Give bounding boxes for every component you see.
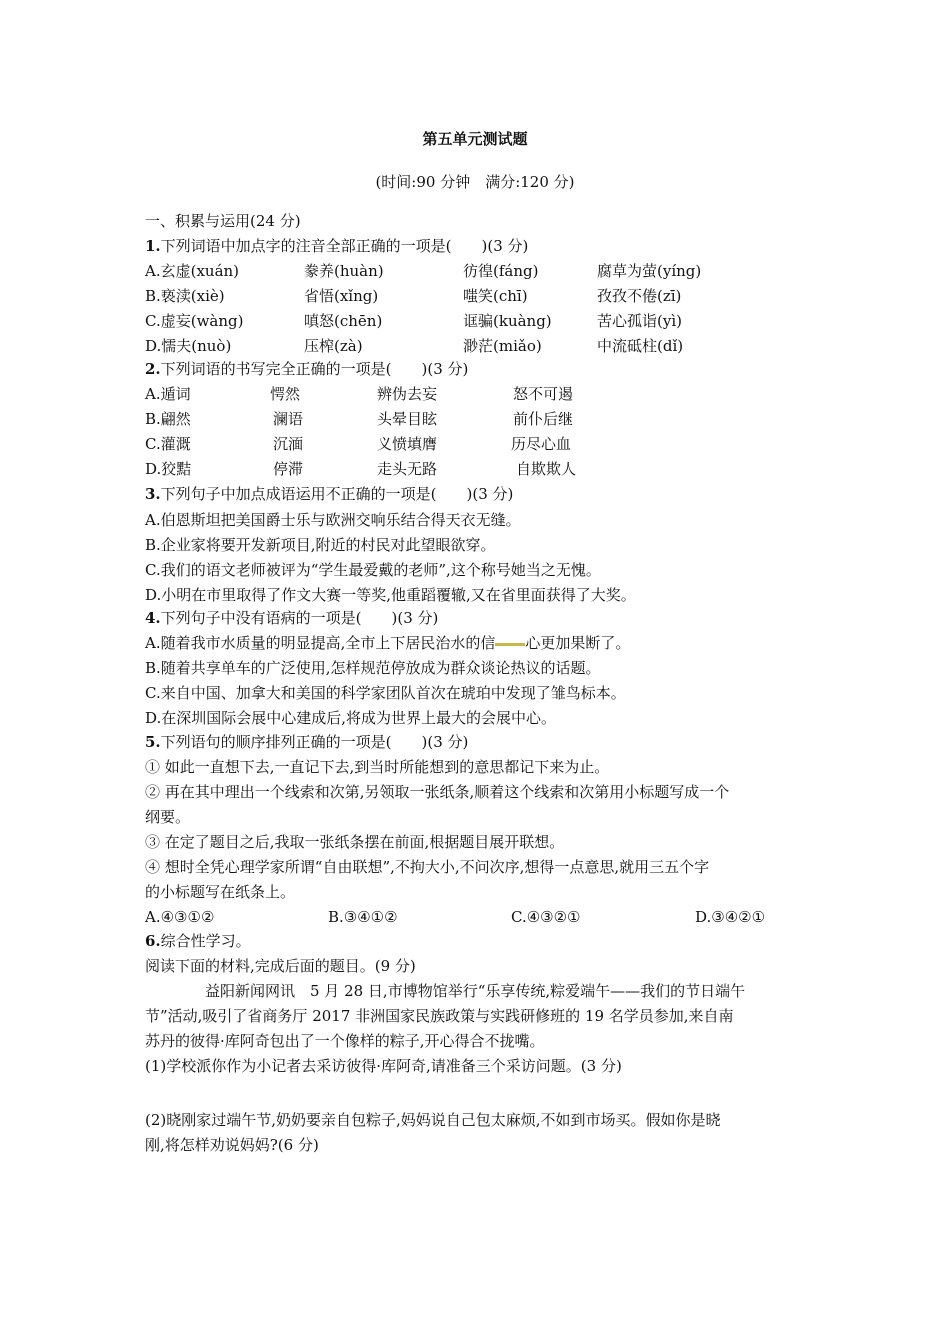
q6-passage-line-1: 益阳新闻网讯 5 月 28 日,市博物馆举行“乐享传统,粽爱端午——我们的节日端午 <box>205 982 746 1000</box>
q2-option-c-1: C.灌溉 <box>145 435 191 453</box>
q3-option-a: A.伯恩斯坦把美国爵士乐与欧洲交响乐结合得天衣无缝。 <box>145 511 521 529</box>
q4-option-a <box>145 633 630 653</box>
q6-intro: 阅读下面的材料,完成后面的题目。(9 分) <box>145 957 416 975</box>
q1-option-a-4: 腐草为萤(yíng) <box>597 262 702 280</box>
q1-option-d-3: 渺茫(miǎo) <box>463 337 542 355</box>
q1-option-a-3: 彷徨(fáng) <box>463 262 539 280</box>
q5-sentence-4-cont: 的小标题写在纸条上。 <box>145 883 296 901</box>
q5-option-a: A.④③①② <box>145 908 215 926</box>
q2-option-a-1: A.遁词 <box>145 385 191 403</box>
question-number: 3. <box>145 485 161 503</box>
q4-option-a-text-start: A.随着我市水质量的明显提高,全市上下居民治水的信 <box>145 634 496 652</box>
q6-subquestion-1: (1)学校派你作为小记者去采访彼得·库阿奇,请准备三个采访问题。(3 分) <box>145 1057 622 1075</box>
q1-option-b-3: 嗤笑(chī) <box>463 287 528 305</box>
q2-option-d-2: 停滞 <box>273 460 304 478</box>
q2-option-c-4: 历尽心血 <box>511 435 572 453</box>
question-6-stem <box>145 931 251 951</box>
q5-sentence-4: ④ 想时全凭心理学家所谓“自由联想”,不拘大小,不问次序,想得一点意思,就用三五个字 <box>145 858 710 876</box>
question-text: 下列词语的书写完全正确的一项是( )(3 分) <box>160 360 469 378</box>
q4-option-a-text-end: 心更加果断了。 <box>525 634 631 652</box>
exam-info: (时间:90 分钟 满分:120 分) <box>375 173 575 191</box>
highlight-mark <box>495 643 525 646</box>
q6-passage-line-3: 苏丹的彼得·库阿奇包出了一个像样的粽子,开心得合不拢嘴。 <box>145 1032 545 1050</box>
question-text: 下列词语中加点字的注音全部正确的一项是( )(3 分) <box>160 237 529 255</box>
q1-option-d-4: 中流砥柱(dǐ) <box>597 337 684 355</box>
q1-option-b-2: 省悟(xǐng) <box>304 287 379 305</box>
q6-subquestion-2: (2)晓刚家过端午节,奶奶要亲自包粽子,妈妈说自己包太麻烦,不如到市场买。假如你是晓 <box>145 1111 721 1129</box>
q3-option-b: B.企业家将要开发新项目,附近的村民对此望眼欲穿。 <box>145 536 496 554</box>
q1-option-a-1: A.玄虚(xuán) <box>145 262 240 280</box>
question-text: 下列句子中加点成语运用不正确的一项是( )(3 分) <box>160 485 514 503</box>
q1-option-c-4: 苦心孤诣(yì) <box>597 312 682 330</box>
q5-sentence-3: ③ 在定了题目之后,我取一张纸条摆在前面,根据题目展开联想。 <box>145 833 565 851</box>
q2-option-d-1: D.狡黠 <box>145 460 192 478</box>
q5-option-c: C.④③②① <box>511 908 581 926</box>
question-2-stem <box>145 359 468 379</box>
q1-option-d-2: 压榨(zà) <box>304 337 363 355</box>
q5-option-d: D.③④②① <box>695 908 766 926</box>
question-text: 综合性学习。 <box>160 932 251 950</box>
question-number: 2. <box>145 360 161 378</box>
q2-option-d-4: 自欺欺人 <box>516 460 577 478</box>
q2-option-c-2: 沉湎 <box>273 435 304 453</box>
q5-sentence-2-cont: 纲要。 <box>145 808 191 826</box>
q3-option-d: D.小明在市里取得了作文大赛一等奖,他重蹈覆辙,又在省里面获得了大奖。 <box>145 586 636 604</box>
q2-option-b-2: 澜语 <box>273 410 304 428</box>
question-number: 6. <box>145 932 161 950</box>
q4-option-d: D.在深圳国际会展中心建成后,将成为世界上最大的会展中心。 <box>145 709 557 727</box>
q2-option-b-4: 前仆后继 <box>513 410 574 428</box>
section-heading: 一、积累与运用(24 分) <box>145 212 301 230</box>
q1-option-c-2: 嗔怒(chēn) <box>304 312 383 330</box>
question-text: 下列句子中没有语病的一项是( )(3 分) <box>160 609 439 627</box>
question-number: 4. <box>145 609 161 627</box>
q1-option-a-2: 豢养(huàn) <box>304 262 384 280</box>
question-1-stem <box>145 236 528 256</box>
q2-option-a-4: 怒不可遏 <box>513 385 574 403</box>
q1-option-b-1: B.亵渎(xiè) <box>145 287 225 305</box>
q4-option-b: B.随着共享单车的广泛使用,怎样规范停放成为群众谈论热议的话题。 <box>145 659 601 677</box>
q5-option-b: B.③④①② <box>328 908 398 926</box>
q2-option-a-2: 愕然 <box>270 385 301 403</box>
q1-option-c-1: C.虚妄(wàng) <box>145 312 244 330</box>
q1-option-b-4: 孜孜不倦(zī) <box>597 287 682 305</box>
page-title: 第五单元测试题 <box>422 130 528 148</box>
question-4-stem <box>145 608 438 628</box>
q5-sentence-1: ① 如此一直想下去,一直记下去,到当时所能想到的意思都记下来为止。 <box>145 758 610 776</box>
q1-option-c-3: 诓骗(kuàng) <box>463 312 552 330</box>
q2-option-b-3: 头晕目眩 <box>377 410 438 428</box>
q2-option-a-3: 辨伪去妄 <box>377 385 438 403</box>
q2-option-b-1: B.翩然 <box>145 410 191 428</box>
q5-sentence-2: ② 再在其中理出一个线索和次第,另领取一张纸条,顺着这个线索和次第用小标题写成一个 <box>145 783 730 801</box>
question-text: 下列语句的顺序排列正确的一项是( )(3 分) <box>160 733 469 751</box>
question-number: 1. <box>145 237 161 255</box>
question-number: 5. <box>145 733 161 751</box>
q1-option-d-1: D.懦夫(nuò) <box>145 337 232 355</box>
q4-option-c: C.来自中国、加拿大和美国的科学家团队首次在琥珀中发现了雏鸟标本。 <box>145 684 626 702</box>
question-3-stem <box>145 484 513 504</box>
q6-subquestion-2-cont: 刚,将怎样劝说妈妈?(6 分) <box>145 1136 319 1154</box>
q2-option-d-3: 走头无路 <box>377 460 438 478</box>
q6-passage-line-2: 节”活动,吸引了省商务厅 2017 非洲国家民族政策与实践研修班的 19 名学员参加,来自南 <box>145 1007 734 1025</box>
q2-option-c-3: 义愤填膺 <box>377 435 438 453</box>
question-5-stem <box>145 732 468 752</box>
q3-option-c: C.我们的语文老师被评为“学生最爱戴的老师”,这个称号她当之无愧。 <box>145 561 601 579</box>
